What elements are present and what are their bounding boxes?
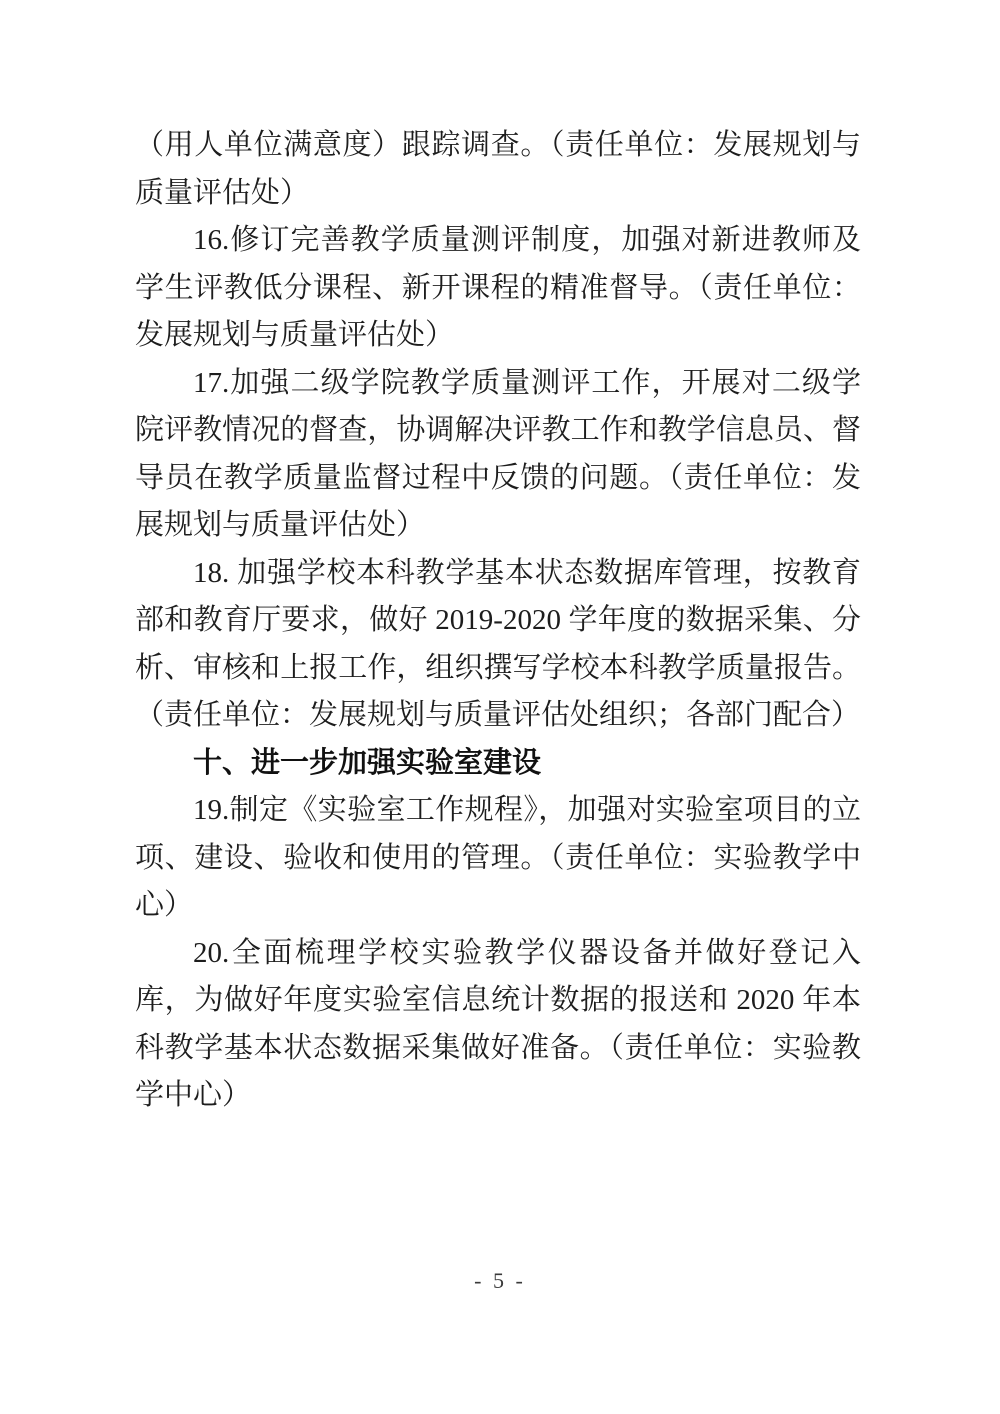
- paragraph-item-16: 16.修订完善教学质量测评制度，加强对新进教师及学生评教低分课程、新开课程的精准督导。（责任单位：发展规划与质量评估处）: [135, 224, 861, 351]
- paragraph-continuation: （用人单位满意度）跟踪调查。（责任单位：发展规划与质量评估处）: [135, 129, 861, 209]
- paragraph-item-18: 18. 加强学校本科教学基本状态数据库管理，按教育部和教育厅要求，做好 2019-2020 学年度的数据采集、分析、审核和上报工作，组织撰写学校本科教学质量报告。（责任单位：发展规划与质量评估处组织；各部门配合）: [135, 556, 861, 731]
- paragraph-item-19: 19.制定《实验室工作规程》，加强对实验室项目的立项、建设、验收和使用的管理。（责任单位：实验教学中心）: [135, 794, 861, 921]
- paragraph-item-20: 20.全面梳理学校实验教学仪器设备并做好登记入库，为做好年度实验室信息统计数据的报送和 2020 年本科教学基本状态数据采集做好准备。（责任单位：实验教学中心）: [135, 936, 861, 1111]
- page-number: - 5 -: [474, 1268, 526, 1293]
- section-heading-10: 十、进一步加强实验室建设: [193, 746, 542, 779]
- paragraph-item-17: 17.加强二级学院教学质量测评工作，开展对二级学院评教情况的督查，协调解决评教工作和教学信息员、督导员在教学质量监督过程中反馈的问题。（责任单位：发展规划与质量评估处）: [135, 366, 861, 541]
- document-body: [135, 122, 861, 1120]
